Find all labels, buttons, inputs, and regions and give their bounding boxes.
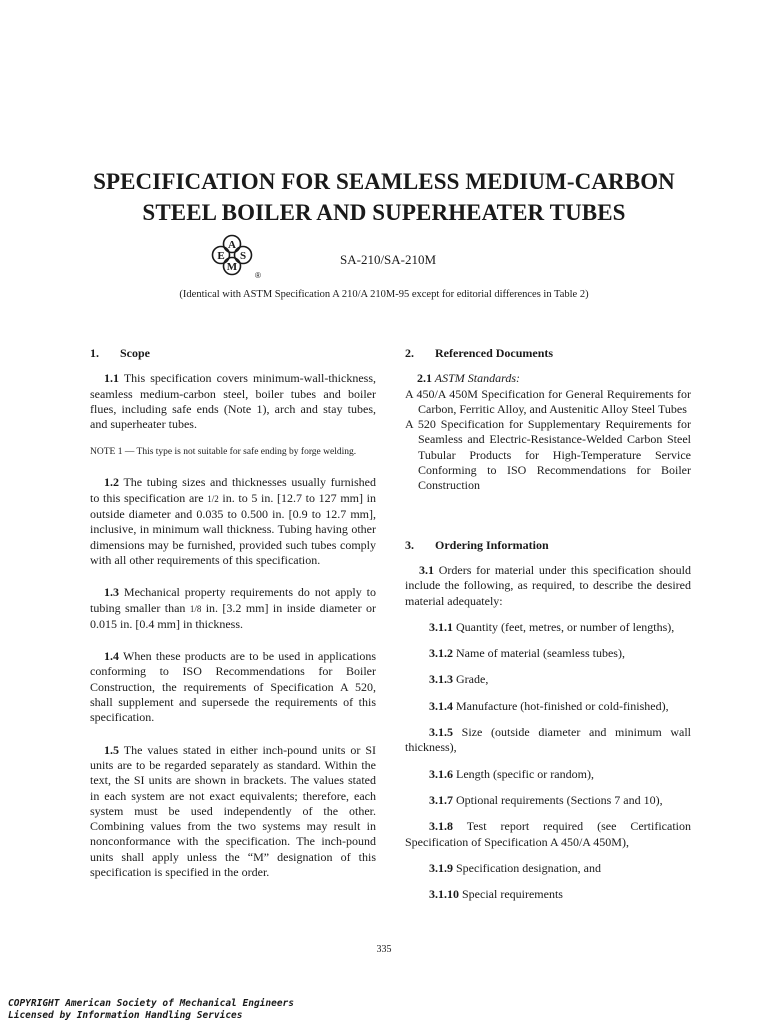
list-item: 3.1.10 Special requirements [429,887,563,902]
paragraph-1-4: 1.4 When these products are to be used in applications conforming to ISO Recommendations for Boiler Construction, the requirements of Specification A 520, shall supplement and supersede the requirements of this specification. [90,649,376,725]
paragraph-1-3: 1.3 Mechanical property requirements do not apply to tubing smaller than 1/8 in. [3.2 mm] in inside diameter or 0.015 in. [0.4 mm] in thickness. [90,585,376,631]
list-item: 3.1.5 Size (outside diameter and minimum wall thickness), [405,725,691,755]
list-item: 3.1.1 Quantity (feet, metres, or number of lengths), [429,619,675,634]
asme-logo-icon [208,234,266,280]
paragraph-1-5: 1.5 The values stated in either inch-pound units or SI units are to be regarded separately as standard. Within the text, the SI units are shown in brackets. The values stated in each system are not exact equivalents; therefore, each system must be used independently of the other. Combining values from the two systems may result in nonconformance with the specification. The inch-pound units shall apply unless the “M” designation of this specification is specified in the order. [90,742,376,880]
list-item: 3.1.8 Test report required (see Certification Specification of Specification A 450/A 450M), [405,819,691,849]
spec-designation: SA-210/SA-210M [340,252,437,267]
section-heading-scope: 1. Scope [90,346,150,360]
reference-item: A 520 Specification for Supplementary Requirements for Seamless and Electric-Resistance-Welded Carbon Steel Tubular Products for High-Temperature Service Conforming to ISO Recommendations for Boiler Construction [405,417,691,493]
right-column [405,346,691,902]
left-column [90,346,376,880]
paragraph-1-1: 1.1 This specification covers minimum-wall-thickness, seamless medium-carbon steel, boiler tubes and boiler flues, including safe ends (Note 1), arch and stay tubes, and superheater tubes. [90,371,376,432]
note-1: NOTE 1 — This type is not suitable for safe ending by forge welding. [90,447,357,458]
fraction-half: 1/2 [207,493,219,504]
logo-letter-e: E [217,250,225,262]
footer-line-2: Licensed by Information Handling Services [8,1010,243,1021]
footer-line-1: COPYRIGHT American Society of Mechanical Engineers [8,998,294,1009]
list-item: 3.1.2 Name of material (seamless tubes), [429,646,625,661]
paragraph-1-2: 1.2 The tubing sizes and thicknesses usually furnished to this specification are 1/2 in. to 5 in. [12.7 to 127 mm] in outside diameter and 0.035 to 0.500 in. [0.9 to 12.7 mm], inclusive, in minimum wall thickness. Tubing having other dimensions may be furnished, provided such tubes comply with all other requirements of this specification. [90,475,376,567]
fraction-eighth: 1/8 [189,603,202,614]
page-number: 335 [376,944,392,955]
list-item: 3.1.3 Grade, [429,672,489,687]
paragraph-2-1: 2.1 ASTM Standards: [417,371,521,386]
title-line-2: STEEL BOILER AND SUPERHEATER TUBES [142,200,626,225]
logo-letter-m: M [226,261,238,273]
list-item: 3.1.4 Manufacture (hot-finished or cold-finished), [429,698,669,713]
document-title [0,166,768,228]
list-item: 3.1.6 Length (specific or random), [429,766,594,781]
logo-letter-a: A [228,239,236,251]
title-line-1: SPECIFICATION FOR SEAMLESS MEDIUM-CARBON [93,169,675,194]
section-heading-ordering-information: 3. Ordering Information [405,537,549,552]
paragraph-3-1: 3.1 Orders for material under this specification should include the following, as required, to describe the desired material adequately: [405,562,691,608]
reference-item: A 450/A 450M Specification for General Requirements for Carbon, Ferritic Alloy, and Austenitic Alloy Steel Tubes [405,386,691,416]
registered-mark: ® [255,271,261,280]
copyright-footer [8,998,294,1022]
list-item: 3.1.9 Specification designation, and [429,860,601,875]
identical-note: (Identical with ASTM Specification A 210/A 210M-95 except for editorial differences in Table 2) [179,289,589,300]
list-item: 3.1.7 Optional requirements (Sections 7 and 10), [429,792,663,807]
logo-letter-s: S [239,250,247,262]
section-heading-referenced-documents: 2. Referenced Documents [405,346,554,360]
